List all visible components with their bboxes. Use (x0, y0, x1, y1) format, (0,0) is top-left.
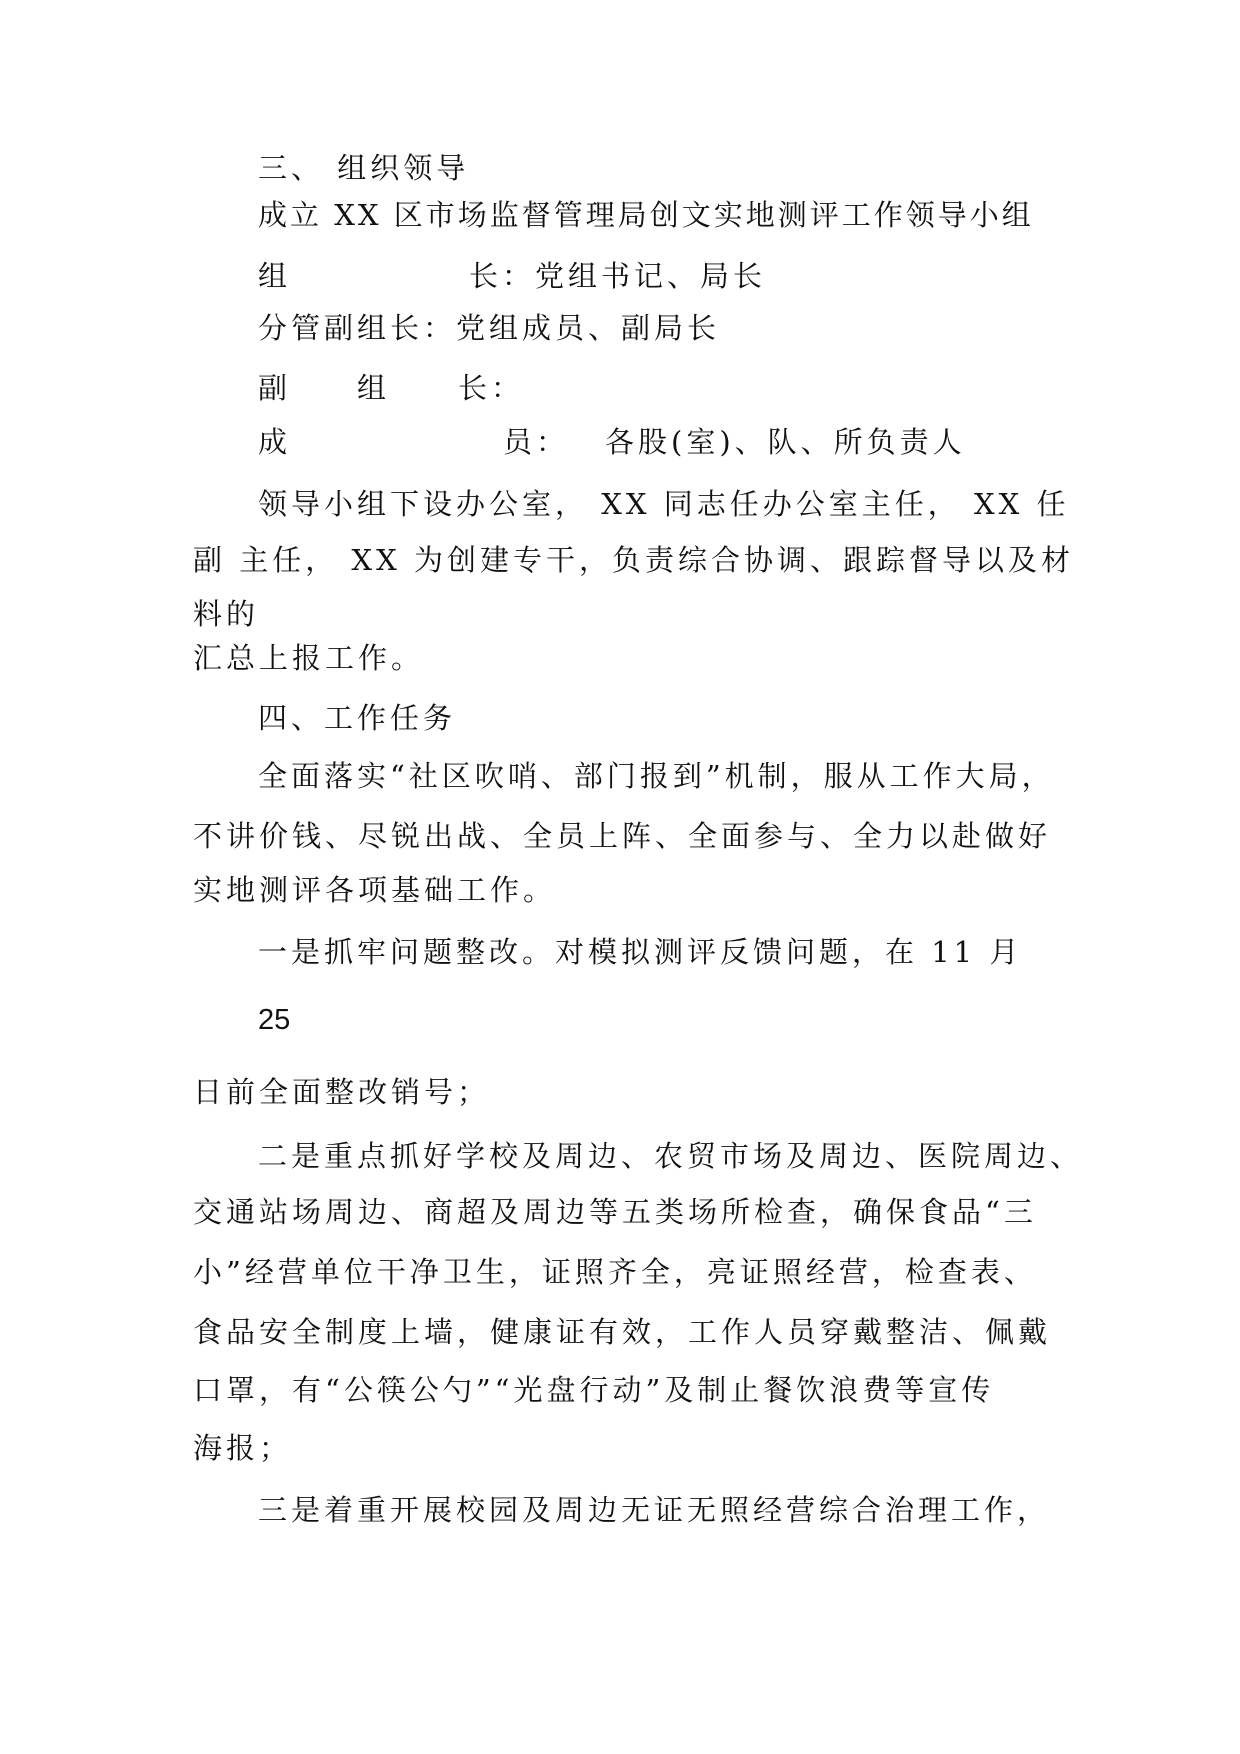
office-para-line-4: 汇总上报工作。 (193, 641, 425, 675)
task-2-line-2: 交通站场周边、商超及周边等五类场所检查，确保食品“三 (193, 1195, 1037, 1229)
role-deputy-leader (258, 368, 524, 408)
role-members-label-start: 成 (258, 425, 292, 459)
task-1-line-1: 一是抓牢问题整改。对模拟测评反馈问题，在 11 月 (258, 935, 1023, 969)
office-para-line-2: 副 主任， XX 为创建专干，负责综合协调、跟踪督导以及材 (193, 543, 1074, 577)
role-leader-label-start: 组 (258, 259, 292, 293)
section-heading-3: 三、 组织领导 (258, 151, 470, 185)
task-1-line-2: 25 (258, 1004, 291, 1036)
role-members (258, 422, 966, 462)
task-2-line-4: 食品安全制度上墙，健康证有效，工作人员穿戴整洁、佩戴 (193, 1315, 1052, 1349)
section-heading-4: 四、工作任务 (258, 701, 457, 735)
leadership-group-intro: 成立 XX 区市场监督管理局创文实地测评工作领导小组 (258, 198, 1034, 232)
task-2-line-3: 小”经营单位干净卫生，证照齐全，亮证照经营，检查表、 (193, 1255, 1037, 1289)
task-2-line-5: 口罩，有“公筷公勺”“光盘行动”及制止餐饮浪费等宣传 (193, 1373, 995, 1407)
role-deputy-leader-label-end: 长： (458, 371, 525, 405)
role-leader-label-end: 长： (469, 259, 536, 293)
task-intro-line-2: 不讲价钱、尽锐出战、全员上阵、全面参与、全力以赴做好 (193, 819, 1052, 853)
role-deputy-in-charge-value: 党组成员、副局长 (456, 311, 721, 345)
task-intro-line-3: 实地测评各项基础工作。 (193, 873, 557, 907)
role-leader-value: 党组书记、局长 (535, 259, 767, 293)
task-2-line-1: 二是重点抓好学校及周边、农贸市场及周边、医院周边、 (258, 1139, 1084, 1173)
role-members-value: 各股(室)、队、所负责人 (605, 425, 966, 459)
role-leader (258, 256, 766, 296)
office-para-line-3: 料的 (193, 597, 260, 631)
task-2-line-6: 海报； (193, 1431, 293, 1465)
role-deputy-in-charge-label: 分管副组长： (258, 311, 457, 345)
role-deputy-in-charge (258, 308, 720, 348)
role-deputy-leader-label-mid: 组 (357, 371, 391, 405)
role-members-label-end: 员： (503, 425, 570, 459)
role-deputy-leader-label-start: 副 (258, 371, 292, 405)
task-intro-line-1: 全面落实“社区吹哨、部门报到”机制，服从工作大局， (258, 759, 1055, 793)
task-3-line-1: 三是着重开展校园及周边无证无照经营综合治理工作， (258, 1493, 1051, 1527)
office-para-line-1: 领导小组下设办公室， XX 同志任办公室主任， XX 任 (258, 487, 1070, 521)
task-1-line-3: 日前全面整改销号； (193, 1075, 491, 1109)
